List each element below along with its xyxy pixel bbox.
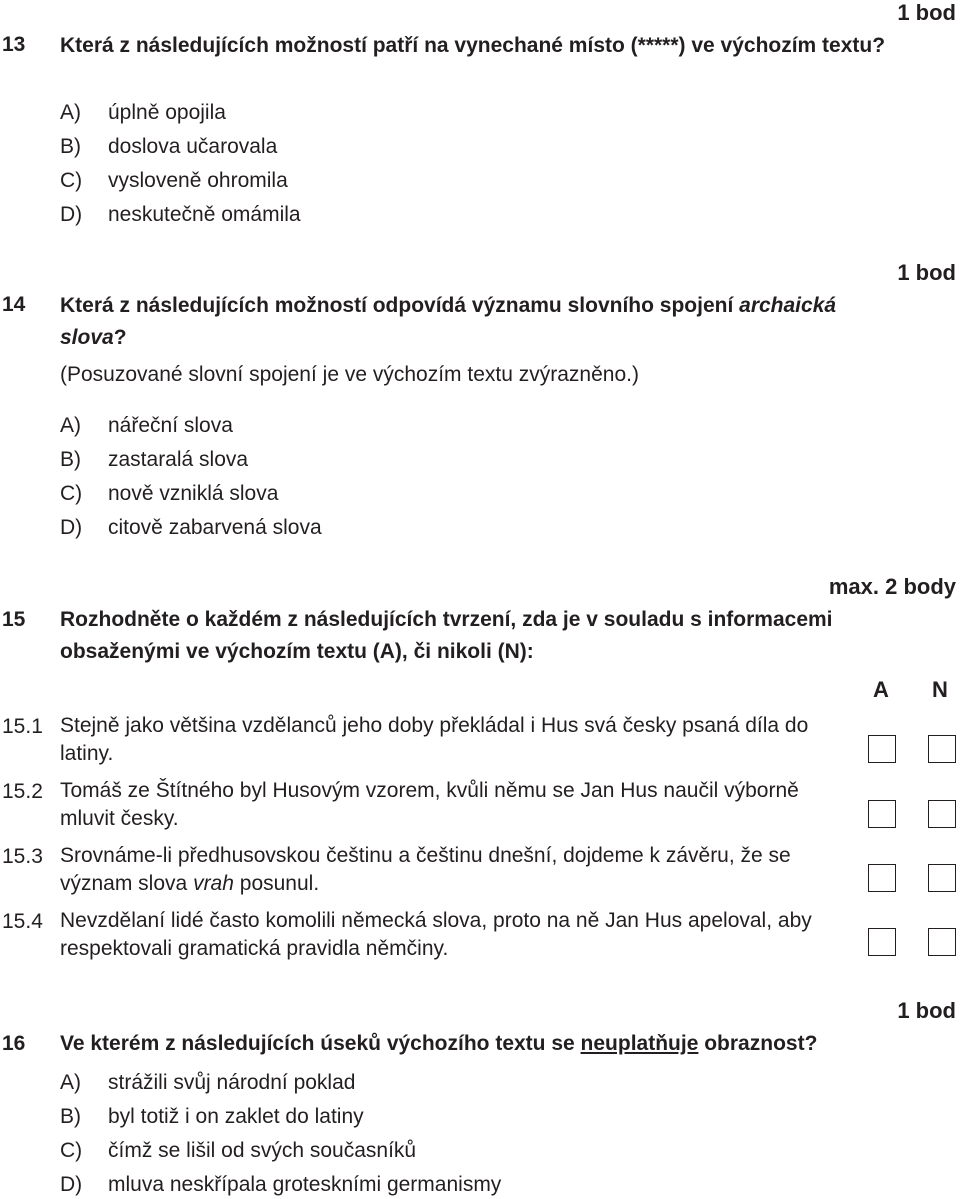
- statement-15-1-text: Stejně jako většina vzdělanců jeho doby překládal i Hus svá česky psaná díla do latiny.: [60, 714, 809, 765]
- statement-15-4-checkbox-a[interactable]: [868, 928, 896, 956]
- q16-question-text: [60, 1028, 940, 1060]
- q14-option-d-letter[interactable]: D): [60, 516, 83, 539]
- q15-points: max. 2 body: [828, 574, 956, 599]
- q14-option-c-letter[interactable]: C): [60, 482, 83, 505]
- q16-number: 16: [2, 1032, 26, 1055]
- q16-option-b-letter[interactable]: B): [60, 1105, 81, 1128]
- q14-number: 14: [2, 293, 26, 316]
- q13-option-c-text[interactable]: vysloveně ohromila: [108, 169, 288, 192]
- q14-option-a-letter[interactable]: A): [60, 414, 81, 437]
- q13-question-text: Která z následujících možností patří na vynechané místo (*****) ve výchozím textu?: [60, 34, 886, 57]
- statement-15-1-checkbox-n[interactable]: [928, 735, 956, 763]
- q14-text-after: ?: [113, 326, 127, 349]
- q14-option-c-text[interactable]: nově vzniklá slova: [108, 482, 279, 505]
- q14-option-b-text[interactable]: zastaralá slova: [108, 448, 249, 471]
- q16-option-d-letter[interactable]: D): [60, 1173, 83, 1196]
- q13-points: 1 bod: [897, 0, 956, 25]
- q14-option-a-text[interactable]: nářeční slova: [108, 414, 233, 437]
- q13-option-a-text[interactable]: úplně opojila: [108, 101, 226, 124]
- q16-text-underlined: neuplatňuje: [580, 1032, 699, 1055]
- statement-15-4-checkbox-n[interactable]: [928, 928, 956, 956]
- q14-note: (Posuzované slovní spojení je ve výchozím textu zvýrazněno.): [60, 363, 639, 386]
- q13-option-d-letter[interactable]: D): [60, 203, 83, 226]
- q15-question-text: Rozhodněte o každém z následujících tvrzení, zda je v souladu s informacemi obsaženými ve výchozím textu (A), či nikoli (N):: [60, 608, 833, 663]
- q14-question-text: [60, 290, 840, 354]
- statement-15-3-text: [60, 842, 820, 898]
- q13-option-b-letter[interactable]: B): [60, 135, 81, 158]
- q16-option-d-text[interactable]: mluva neskřípala groteskními germanismy: [108, 1173, 502, 1196]
- q13-option-d-text[interactable]: neskutečně omámila: [108, 203, 301, 226]
- column-header-n: N: [932, 677, 948, 702]
- statement-15-2-checkbox-n[interactable]: [928, 800, 956, 828]
- q16-option-c-letter[interactable]: C): [60, 1139, 83, 1162]
- q16-option-a-text[interactable]: strážili svůj národní poklad: [108, 1071, 356, 1094]
- q13-number: 13: [2, 33, 26, 56]
- statement-15-2-checkbox-a[interactable]: [868, 800, 896, 828]
- statement-15-3-checkbox-a[interactable]: [868, 864, 896, 892]
- statement-15-3-text-before: Srovnáme-li předhusovskou češtinu a češtinu dnešní, dojdeme k závěru, že se význam slova: [60, 844, 791, 895]
- q14-option-b-letter[interactable]: B): [60, 448, 81, 471]
- statement-15-3-number: 15.3: [2, 845, 43, 868]
- q14-option-d-text[interactable]: citově zabarvená slova: [108, 516, 322, 539]
- statement-15-1-checkbox-a[interactable]: [868, 735, 896, 763]
- q15-number: 15: [2, 608, 26, 631]
- q13-option-b-text[interactable]: doslova učarovala: [108, 135, 278, 158]
- statement-15-3-text-after: posunul.: [239, 872, 320, 895]
- statement-15-1-number: 15.1: [2, 715, 43, 738]
- q16-option-c-text[interactable]: čímž se lišil od svých současníků: [108, 1139, 417, 1162]
- statement-15-4-text: Nevzdělaní lidé často komolili německá slova, proto na ně Jan Hus apeloval, aby respektovali gramatická pravidla němčiny.: [60, 909, 812, 960]
- statement-15-3-checkbox-n[interactable]: [928, 864, 956, 892]
- q16-option-b-text[interactable]: byl totiž i on zaklet do latiny: [108, 1105, 364, 1128]
- statement-15-4-number: 15.4: [2, 910, 43, 933]
- q16-option-a-letter[interactable]: A): [60, 1071, 81, 1094]
- q16-text-before: Ve kterém z následujících úseků výchozího textu se: [60, 1032, 575, 1055]
- q14-points: 1 bod: [897, 260, 956, 285]
- q16-points: 1 bod: [897, 998, 956, 1023]
- column-header-a: A: [873, 677, 889, 702]
- q16-text-after: obraznost?: [704, 1032, 818, 1055]
- q13-option-c-letter[interactable]: C): [60, 169, 83, 192]
- statement-15-2-number: 15.2: [2, 780, 43, 803]
- q14-text-before: Která z následujících možností odpovídá významu slovního spojení: [60, 294, 734, 317]
- q14-text-italic: archaická slova: [60, 294, 837, 349]
- statement-15-2-text: Tomáš ze Štítného byl Husovým vzorem, kvůli němu se Jan Hus naučil výborně mluvit česky.: [60, 779, 799, 830]
- q13-option-a-letter[interactable]: A): [60, 101, 81, 124]
- statement-15-3-text-italic: vrah: [193, 872, 234, 895]
